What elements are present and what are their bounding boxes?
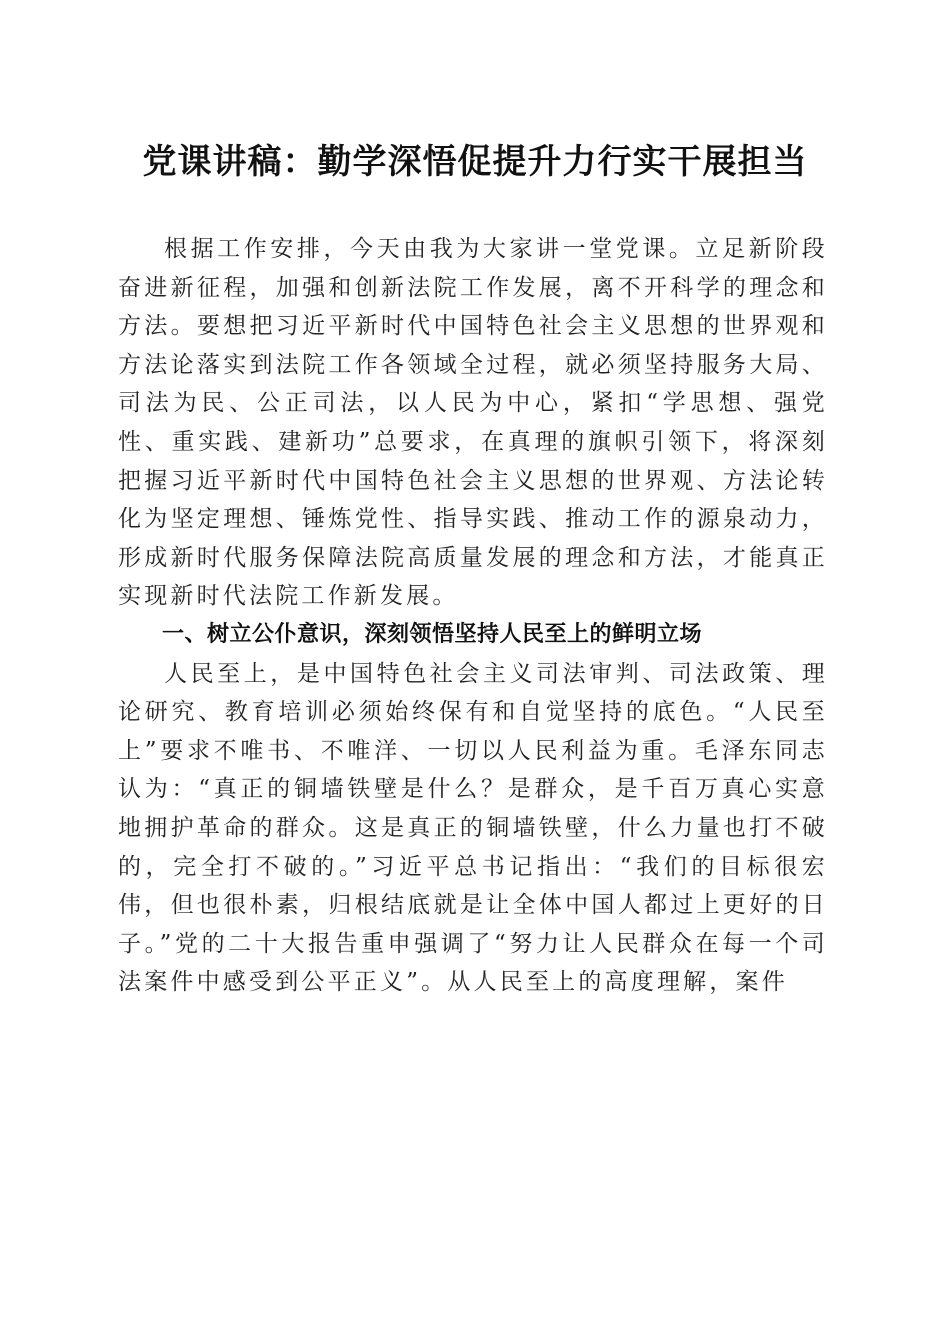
section-heading: 一、树立公仆意识，深刻领悟坚持人民至上的鲜明立场 <box>162 621 703 647</box>
intro-paragraph: 根据工作安排，今天由我为大家讲一堂党课。立足新阶段奋进新征程，加强和创新法院工作发展，离不开科学的理念和方法。要想把习近平新时代中国特色社会主义思想的世界观和方法论落实到法院工作各领域全过程，就必须坚持服务大局、司法为民、公正司法，以人民为中心，紧扣“学思想、强党性、重实践、建新功”总要求，在真理的旗帜引领下，将深刻把握习近平新时代中国特色社会主义思想的世界观、方法论转化为坚定理想、锤炼党性、指导实践、推动工作的源泉动力，形成新时代服务保障法院高质量发展的理念和方法，才能真正实现新时代法院工作新发展。 <box>118 236 828 610</box>
section-paragraph: 人民至上，是中国特色社会主义司法审判、司法政策、理论研究、教育培训必须始终保有和自觉坚持的底色。“人民至上”要求不唯书、不唯洋、一切以人民利益为重。毛泽东同志认为：“真正的铜墙铁壁是什么？是群众，是千百万真心实意地拥护革命的群众。这是真正的铜墙铁壁，什么力量也打不破的，完全打不破的。”习近平总书记指出：“我们的目标很宏伟，但也很朴素，归根结底就是让全体中国人都过上更好的日子。”党的二十大报告重申强调了“努力让人民群众在每一个司法案件中感受到公平正义”。从人民至上的高度理解，案件 <box>118 660 828 996</box>
document-body <box>118 230 828 1002</box>
document-title: 党课讲稿：勤学深悟促提升力行实干展担当 <box>142 142 808 182</box>
